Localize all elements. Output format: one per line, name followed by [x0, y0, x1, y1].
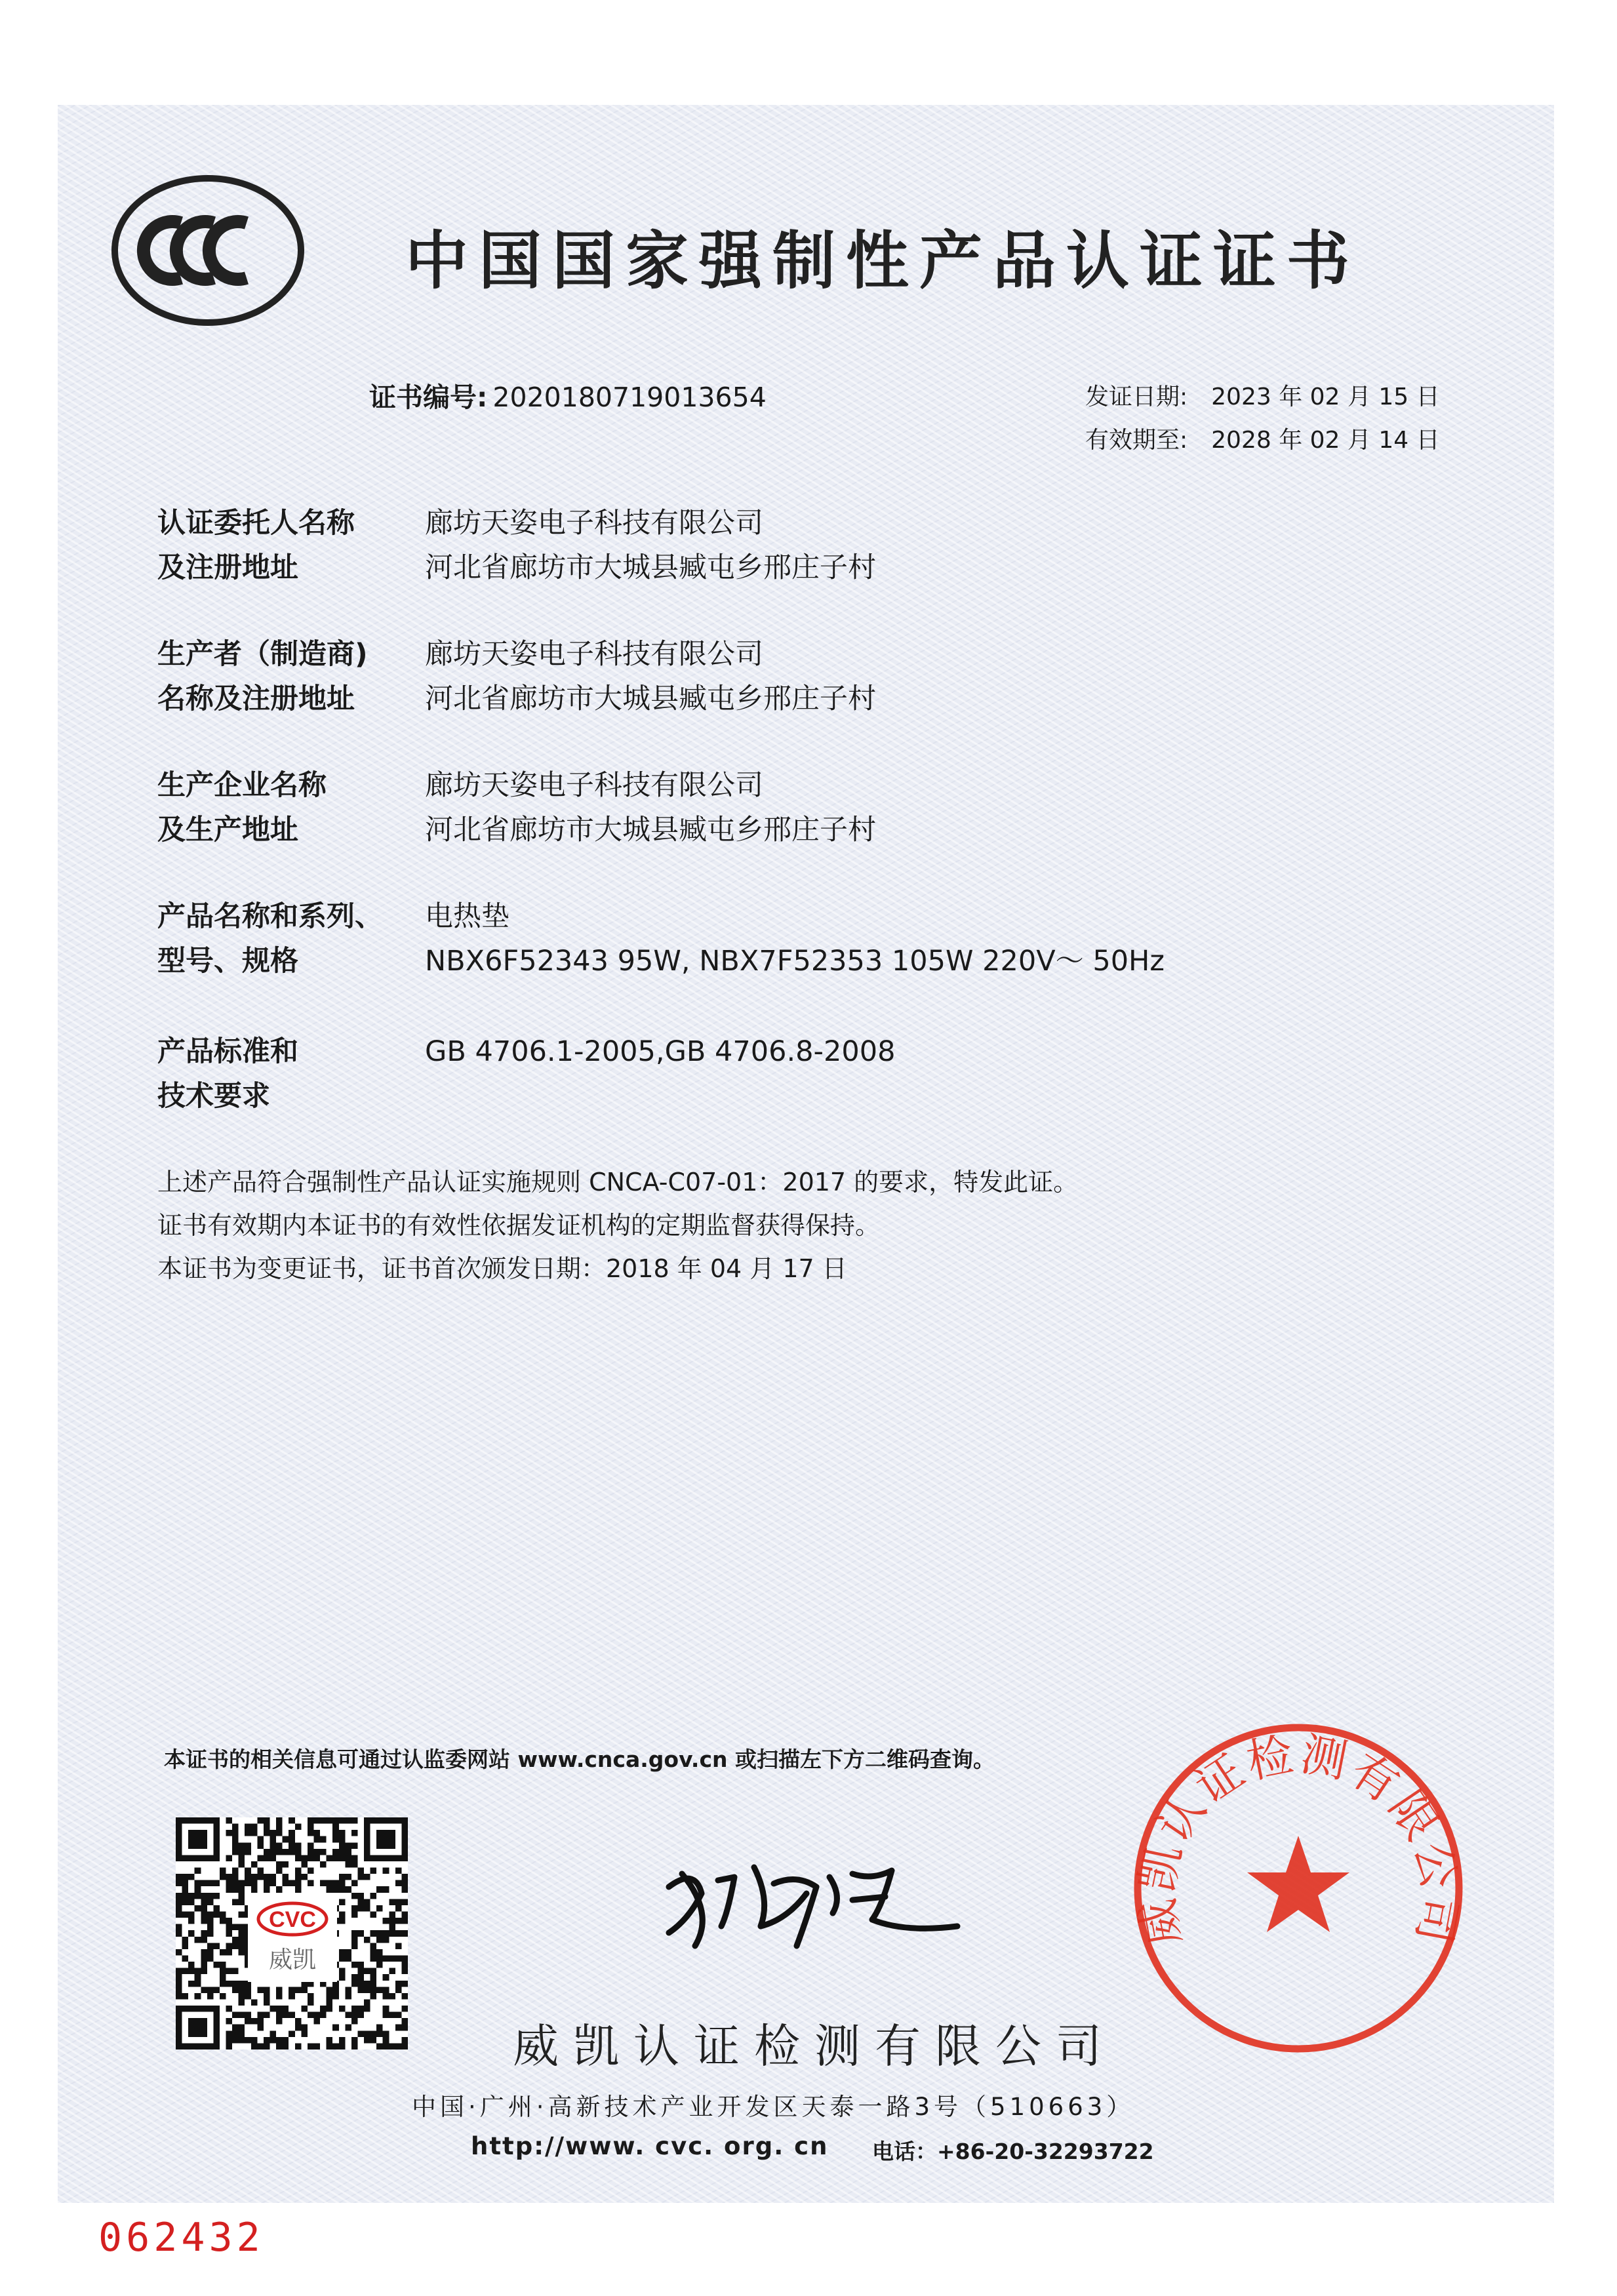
valid-until: [1085, 422, 1440, 455]
issue-date: [1085, 378, 1440, 412]
applicant-value: 廊坊天姿电子科技有限公司 河北省廊坊市大城县臧屯乡邢庄子村: [425, 507, 876, 584]
svg-text:威凯认证检测有限公司: 威凯认证检测有限公司: [1129, 1726, 1467, 1950]
valid-until-value: 2028 年 02 月 14 日: [1211, 427, 1440, 454]
ccc-logo-icon: [110, 174, 306, 327]
signature: [656, 1848, 970, 1959]
valid-until-label: 有效期至:: [1085, 427, 1188, 454]
issuer-phone: 电话：+86-20-32293722: [872, 2139, 1154, 2164]
statement-first-issue: 本证书为变更证书，证书首次颁发日期：2018 年 04 月 17 日: [157, 1254, 847, 1283]
issue-date-label: 发证日期:: [1085, 384, 1188, 410]
svg-text:CVC: CVC: [269, 1907, 316, 1932]
verification-notice: 本证书的相关信息可通过认监委网站 www.cnca.gov.cn 或扫描左下方二维码查询。: [164, 1747, 995, 1772]
manufacturer-label: 生产者（制造商) 名称及注册地址: [157, 638, 368, 715]
issue-date-value: 2023 年 02 月 15 日: [1211, 384, 1440, 410]
cvc-logo-icon: [248, 1893, 337, 1982]
standards-label: 产品标准和 技术要求: [157, 1035, 298, 1113]
factory-value: 廊坊天姿电子科技有限公司 河北省廊坊市大城县臧屯乡邢庄子村: [425, 769, 876, 846]
serial-number: 062432: [98, 2215, 264, 2261]
certificate-number-label: 证书编号:: [369, 382, 488, 413]
certificate-title: 中国国家强制性产品认证证书: [405, 224, 1360, 298]
manufacturer-value: 廊坊天姿电子科技有限公司 河北省廊坊市大城县臧屯乡邢庄子村: [425, 638, 876, 715]
issuer-address: 中国·广州·高新技术产业开发区天泰一路3号（510663）: [412, 2093, 1135, 2121]
applicant-label: 认证委托人名称 及注册地址: [157, 507, 355, 584]
certificate-number: [369, 376, 767, 414]
cvc-badge: [248, 1893, 337, 1982]
certificate-number-value: 2020180719013654: [492, 382, 767, 413]
statement-validity: 证书有效期内本证书的有效性依据发证机构的定期监督获得保持。: [157, 1211, 881, 1240]
official-seal: [1128, 1718, 1469, 2059]
standards-value: GB 4706.1-2005,GB 4706.8-2008: [425, 1035, 896, 1068]
star-icon: [1247, 1836, 1349, 1932]
issuer-website[interactable]: http://www. cvc. org. cn: [471, 2132, 829, 2160]
issuer-name: 威凯认证检测有限公司: [513, 2019, 1116, 2073]
product-label: 产品名称和系列、 型号、规格: [157, 900, 383, 978]
svg-text:威凯: 威凯: [268, 1947, 317, 1973]
product-value: 电热垫 NBX6F52343 95W, NBX7F52353 105W 220V～ 50Hz: [425, 900, 1165, 978]
factory-label: 生产企业名称 及生产地址: [157, 769, 327, 846]
statement-compliance: 上述产品符合强制性产品认证实施规则 CNCA-C07-01：2017 的要求，特发此证。: [157, 1168, 1079, 1197]
